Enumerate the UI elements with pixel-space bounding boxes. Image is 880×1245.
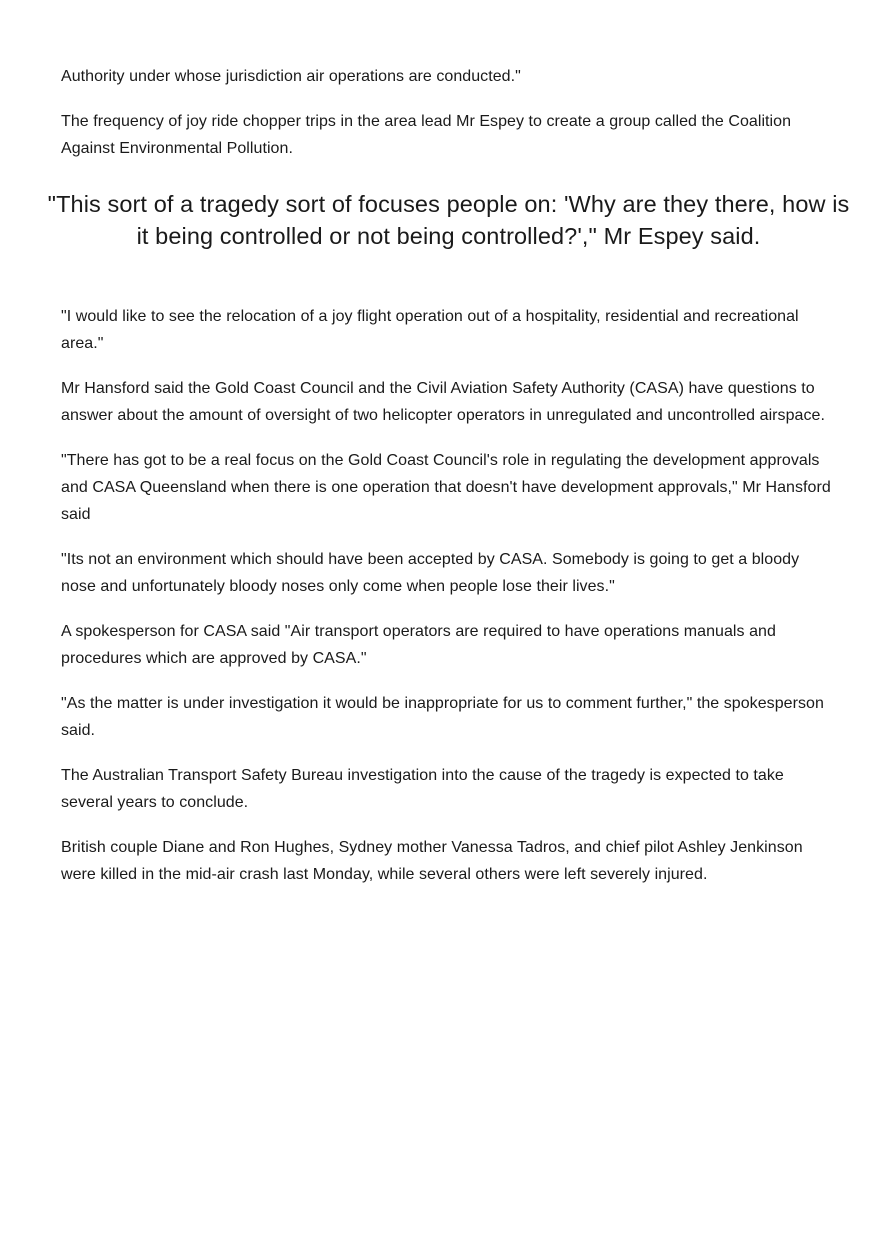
article-paragraph: "I would like to see the relocation of a joy flight operation out of a hospitality, residential and recreational area." xyxy=(61,308,799,352)
article-paragraph: The Australian Transport Safety Bureau investigation into the cause of the tragedy is expected to take several years to conclude. xyxy=(61,767,784,811)
article-paragraph: British couple Diane and Ron Hughes, Sydney mother Vanessa Tadros, and chief pilot Ashley Jenkinson were killed in the mid-air crash last Monday, while several others were left severely injured. xyxy=(61,839,803,883)
article-body xyxy=(47,63,850,906)
article-paragraph: The frequency of joy ride chopper trips in the area lead Mr Espey to create a group called the Coalition Against Environmental Pollution. xyxy=(61,113,792,157)
article-paragraph: Mr Hansford said the Gold Coast Council and the Civil Aviation Safety Authority (CASA) have questions to answer about the amount of oversight of two helicopter operators in unregulated and uncontrolled airspace. xyxy=(61,380,825,424)
article-paragraph: "Its not an environment which should have been accepted by CASA. Somebody is going to get a bloody nose and unfortunately bloody noses only come when people lose their lives." xyxy=(61,551,800,595)
article-paragraph: A spokesperson for CASA said "Air transport operators are required to have operations manuals and procedures which are approved by CASA." xyxy=(61,623,776,667)
article-paragraph: "There has got to be a real focus on the Gold Coast Council's role in regulating the development approvals and CASA Queensland when there is one operation that doesn't have development approvals," Mr Hansford said xyxy=(61,452,831,523)
pull-quote: "This sort of a tragedy sort of focuses people on: 'Why are they there, how is it being controlled or not being controlled?'," Mr Espey said. xyxy=(47,191,850,249)
article-paragraph: Authority under whose jurisdiction air operations are conducted." xyxy=(61,68,521,85)
article-paragraph: "As the matter is under investigation it would be inappropriate for us to comment further," the spokesperson said. xyxy=(61,695,824,739)
